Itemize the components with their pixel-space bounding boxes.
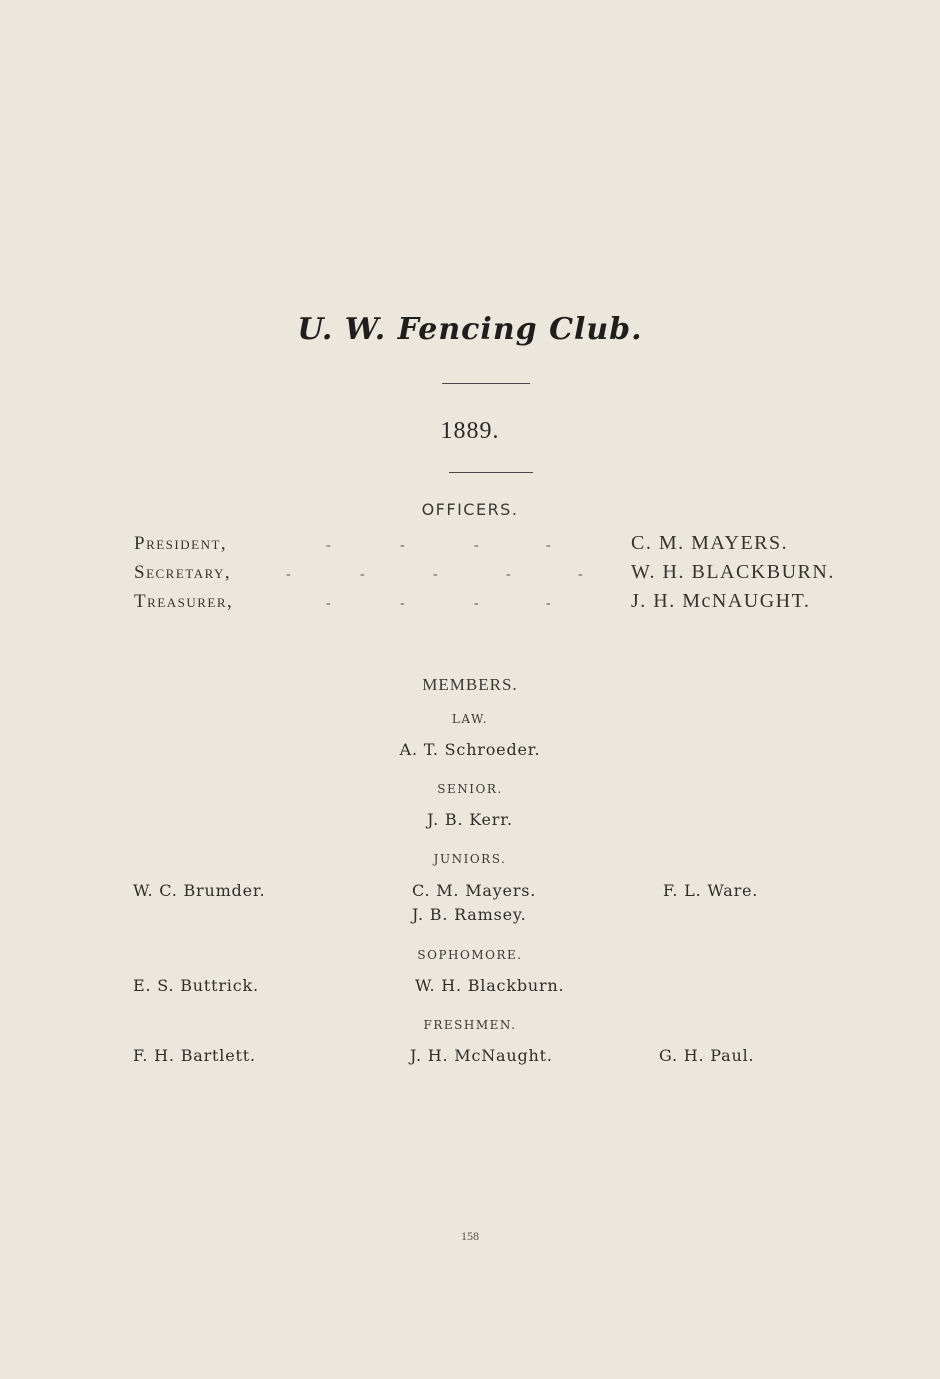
leader-dash: -: [326, 538, 331, 553]
leader-dash: -: [546, 538, 551, 553]
officer-name: J. H. McNAUGHT.: [631, 590, 811, 612]
leader-dash: -: [400, 596, 405, 611]
leader-dash: -: [474, 538, 479, 553]
leader-dash: -: [546, 596, 551, 611]
page-title: U. W. Fencing Club.: [297, 312, 643, 347]
member-name: J. H. McNaught.: [410, 1046, 553, 1065]
officer-role: President,: [134, 533, 228, 554]
leader-dash: -: [286, 567, 291, 582]
officer-role: Secretary,: [134, 562, 232, 583]
juniors-heading: JUNIORS.: [433, 852, 507, 866]
member-name: C. M. Mayers.: [412, 881, 537, 900]
member-name: J. B. Ramsey.: [412, 905, 527, 924]
officers-heading: OFFICERS.: [421, 500, 519, 519]
member-name: J. B. Kerr.: [427, 810, 513, 829]
member-name: E. S. Buttrick.: [133, 976, 259, 995]
officer-name: W. H. BLACKBURN.: [631, 561, 835, 583]
freshmen-heading: FRESHMEN.: [423, 1018, 517, 1032]
member-name: W. H. Blackburn.: [415, 976, 565, 995]
title-divider: [442, 383, 530, 384]
leader-dash: -: [474, 596, 479, 611]
member-name: A. T. Schroeder.: [399, 740, 541, 759]
year-heading: 1889.: [440, 418, 500, 444]
leader-dash: -: [360, 567, 365, 582]
member-name: F. H. Bartlett.: [133, 1046, 256, 1065]
member-name: W. C. Brumder.: [133, 881, 266, 900]
sophomore-heading: SOPHOMORE.: [417, 948, 523, 962]
leader-dash: -: [400, 538, 405, 553]
leader-dash: -: [506, 567, 511, 582]
officer-name: C. M. MAYERS.: [631, 532, 789, 554]
senior-heading: SENIOR.: [437, 782, 503, 796]
leader-dash: -: [326, 596, 331, 611]
page-number: 158: [461, 1229, 479, 1243]
leader-dash: -: [578, 567, 583, 582]
members-heading: MEMBERS.: [422, 675, 518, 694]
leader-dash: -: [433, 567, 438, 582]
officer-role: Treasurer,: [134, 591, 234, 612]
year-divider: [449, 472, 533, 473]
member-name: F. L. Ware.: [663, 881, 759, 900]
law-heading: LAW.: [451, 712, 489, 726]
member-name: G. H. Paul.: [659, 1046, 755, 1065]
